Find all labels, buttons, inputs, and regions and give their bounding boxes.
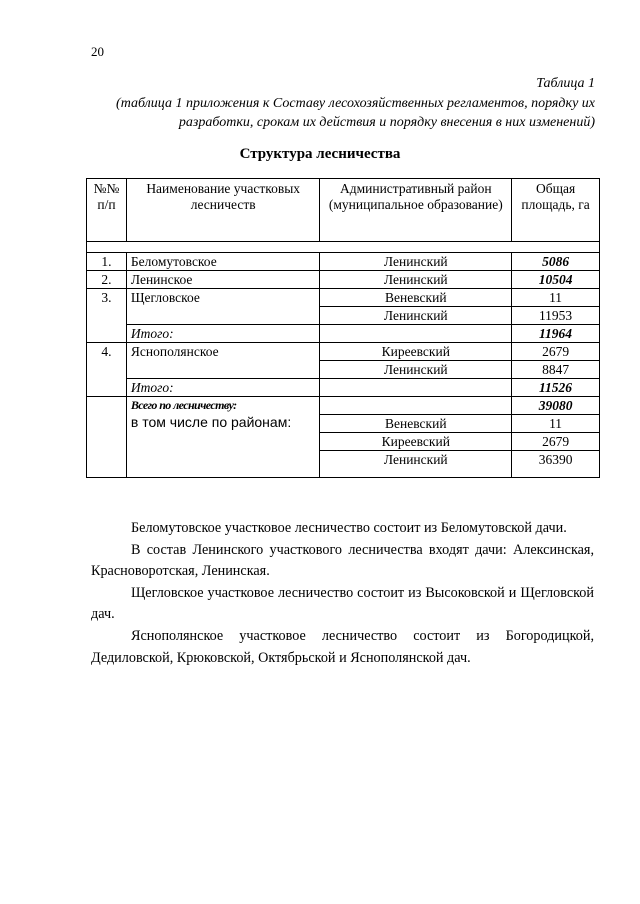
row-number: 2. <box>87 271 127 289</box>
row-number: 4. <box>87 343 127 397</box>
paragraph: Беломутовское участковое лесничество состоит из Беломутовской дачи. <box>131 520 567 536</box>
document-title: Структура лесничества <box>239 146 401 162</box>
area: 11953 <box>512 307 600 325</box>
forestry-name: Беломутовское <box>126 253 320 271</box>
table-row <box>87 343 600 361</box>
area: 11 <box>512 415 600 433</box>
page-number: 20 <box>91 44 104 59</box>
district: Киреевский <box>320 343 512 361</box>
table-caption: Таблица 1 <box>536 76 595 91</box>
area: 5086 <box>512 253 600 271</box>
table-caption-note: (таблица 1 приложения к Составу лесохозяйственных регламентов, порядку их разработки, срокам их действия и порядку внесения в них изменений) <box>116 96 595 130</box>
area: 11 <box>512 289 600 307</box>
district: Ленинский <box>320 253 512 271</box>
paragraph: Щегловское участковое лесничество состоит из Высоковской и Щегловской дач. <box>91 584 594 623</box>
row-number: 3. <box>87 289 127 343</box>
header-number: №№ п/п <box>87 179 127 242</box>
area: 2679 <box>512 433 600 451</box>
header-name: Наименование участковых лесничеств <box>126 179 320 242</box>
grand-total-cell <box>126 397 320 478</box>
header-area: Общая площадь, га <box>512 179 600 242</box>
table-row <box>87 271 600 289</box>
area: 8847 <box>512 361 600 379</box>
subtotal-label: Итого: <box>126 325 320 343</box>
paragraph: Яснополянское участковое лесничество состоит из Богородицкой, Дедиловской, Крюковской, Октябрьской и Яснополянской дач. <box>91 627 594 666</box>
forestry-name: Яснополянское <box>126 343 320 379</box>
row-number: 1. <box>87 253 127 271</box>
subtotal-row <box>87 325 600 343</box>
grand-total-row <box>87 397 600 415</box>
grand-total-label: Всего по лесничеству: <box>130 398 237 412</box>
area: 10504 <box>512 271 600 289</box>
district: Веневский <box>320 289 512 307</box>
header-district: Административный район (муниципальное образование) <box>320 179 512 242</box>
table-row <box>87 253 600 271</box>
table-spacer-row <box>87 242 600 253</box>
body-text <box>91 518 594 669</box>
paragraph: В состав Ленинского участкового лесничества входят дачи: Алексинская, Красноворотская, Ленинская. <box>91 541 594 580</box>
subtotal-label: Итого: <box>126 379 320 397</box>
table-row <box>87 289 600 307</box>
table-header-row <box>87 179 600 242</box>
grand-total-area: 39080 <box>512 397 600 415</box>
area: 2679 <box>512 343 600 361</box>
district: Ленинский <box>320 361 512 379</box>
area: 36390 <box>512 451 600 478</box>
district: Веневский <box>320 415 512 433</box>
subtotal-area: 11526 <box>512 379 600 397</box>
forestry-name: Щегловское <box>126 289 320 325</box>
district: Ленинский <box>320 451 512 478</box>
subtotal-area: 11964 <box>512 325 600 343</box>
district: Ленинский <box>320 271 512 289</box>
forestry-name: Ленинское <box>126 271 320 289</box>
subtotal-row <box>87 379 600 397</box>
forestry-structure-table <box>86 178 600 478</box>
district: Киреевский <box>320 433 512 451</box>
district: Ленинский <box>320 307 512 325</box>
grand-total-sublabel: в том числе по районам: <box>130 414 292 430</box>
